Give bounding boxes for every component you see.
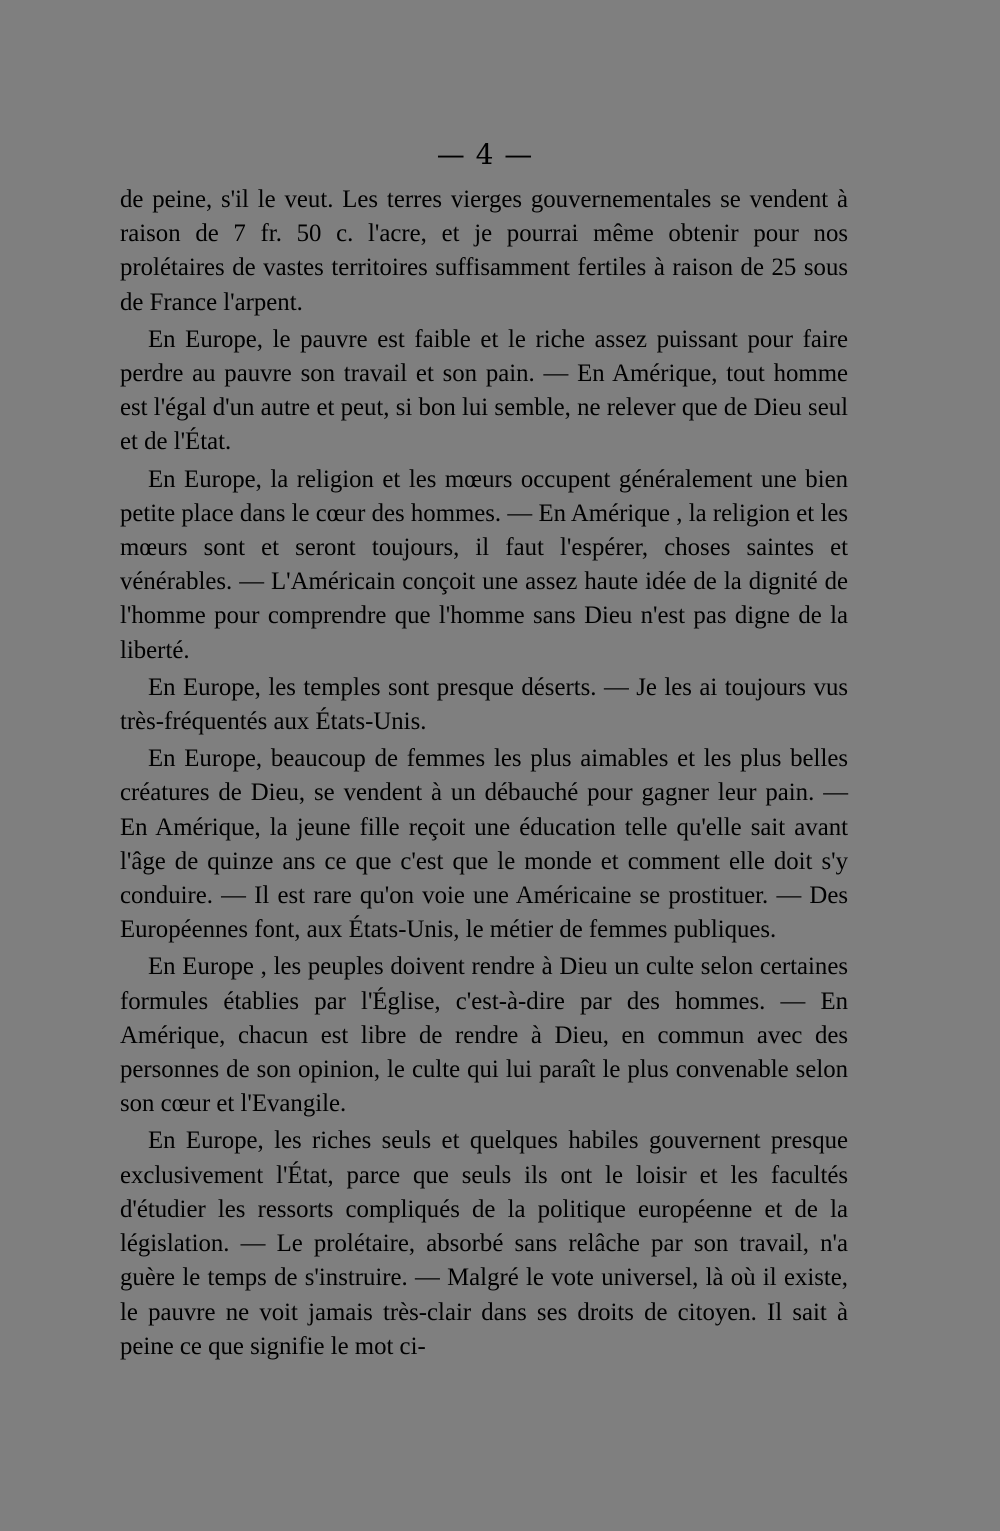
paragraph-2: En Europe, le pauvre est faible et le riche assez puissant pour faire perdre au pauvre son travail et son pain. — En Amérique, tout homme est l'égal d'un autre et peut, si bon lui semble, ne relever que de Dieu seul et de l'État.	[120, 325, 848, 456]
paragraph-7: En Europe, les riches seuls et quelques habiles gouvernent presque exclusivement l'État, parce que seuls ils ont le loisir et les facultés d'étudier les ressorts compliqués de la politique européenne et de la législation. — Le prolétaire, absorbé sans relâche par son travail, n'a guère le temps de s'instruire. — Malgré le vote universel, là où il existe, le pauvre ne voit jamais très-clair dans ses droits de citoyen. Il sait à peine ce que signifie le mot ci-	[120, 1127, 848, 1360]
paragraph-5: En Europe, beaucoup de femmes les plus aimables et les plus belles créatures de Dieu, se vendent à un débauché pour gagner leur pain. — En Amérique, la jeune fille reçoit une éducation telle qu'elle sait avant l'âge de quinze ans ce que c'est que le monde et comment elle doit s'y conduire. — Il est rare qu'on voie une Américaine se prostituer. — Des Européennes font, aux États-Unis, le métier de femmes publiques.	[120, 745, 848, 944]
page-number: — 4 —	[436, 138, 534, 171]
paragraph-6: En Europe , les peuples doivent rendre à Dieu un culte selon certaines formules établies par l'Église, c'est-à-dire par des hommes. — En Amérique, chacun est libre de rendre à Dieu, en commun avec des personnes de son opinion, le culte qui lui paraît le plus convenable selon son cœur et l'Evangile.	[120, 953, 848, 1118]
paragraph-3: En Europe, la religion et les mœurs occupent généralement une bien petite place dans le cœur des hommes. — En Amérique , la religion et les mœurs sont et seront toujours, il faut l'espérer, choses saintes et vénérables. — L'Américain conçoit une assez haute idée de la dignité de l'homme pour comprendre que l'homme sans Dieu n'est pas digne de la liberté.	[120, 465, 848, 664]
paragraph-4: En Europe, les temples sont presque déserts. — Je les ai toujours vus très-fréquentés aux États-Unis.	[120, 673, 848, 736]
body-text	[120, 183, 848, 1364]
paragraph-1: de peine, s'il le veut. Les terres vierges gouvernementales se vendent à raison de 7 fr. 50 c. l'acre, et je pourrai même obtenir pour nos prolétaires de vastes territoires suffisamment fertiles à raison de 25 sous de France l'arpent.	[120, 186, 848, 316]
